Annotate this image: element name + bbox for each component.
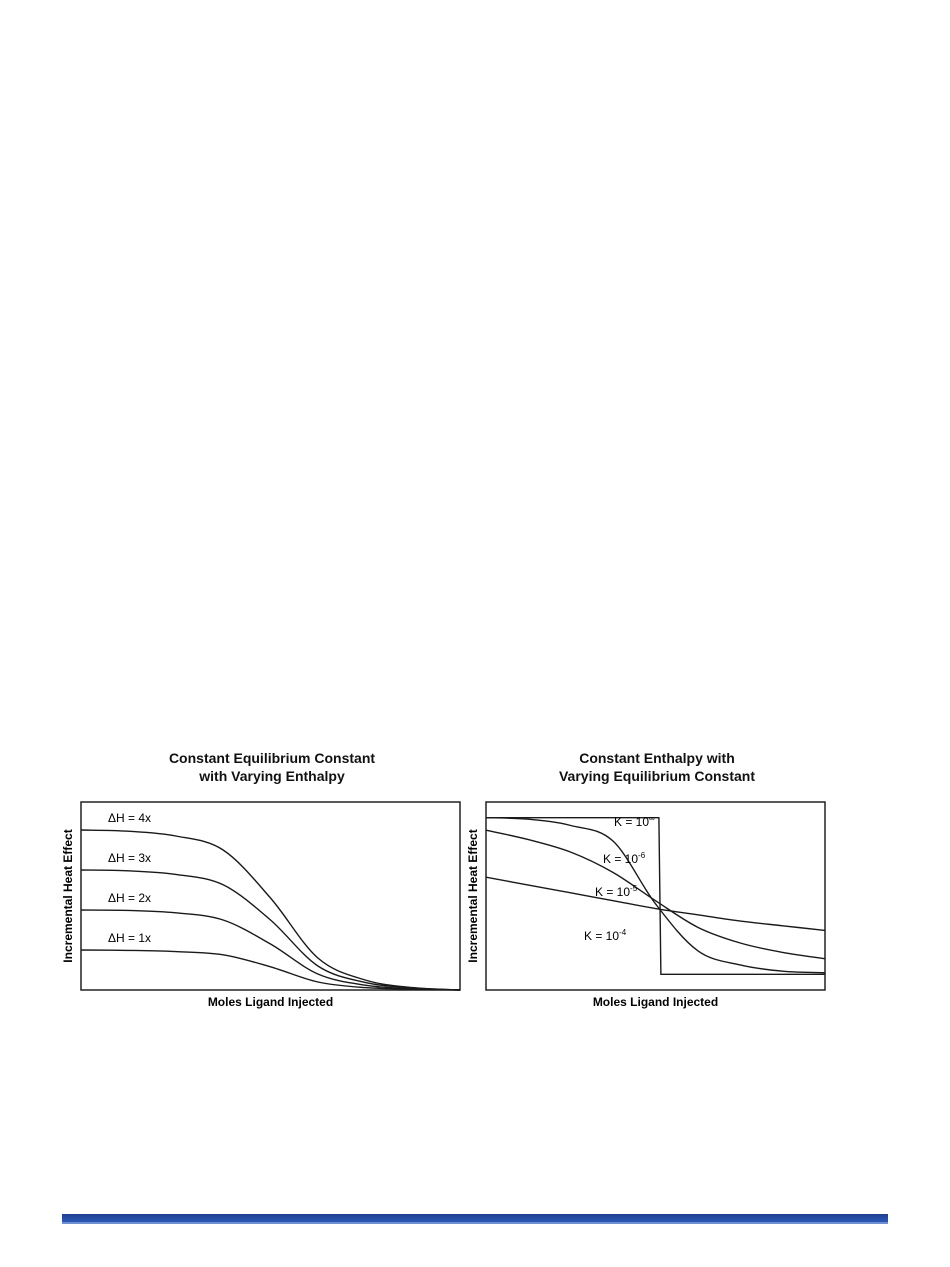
series-line-0-3 [81,950,460,990]
x-axis-label-1: Moles Ligand Injected [592,995,719,1009]
series-label-1-1: $K = 10^{-6}$ [603,851,646,866]
chart-title-right-line1: Constant Enthalpy with [579,750,735,766]
series-label-0-2: ΔH = 2x [108,891,152,905]
series-line-1-2 [486,830,825,958]
y-axis-label-1: Incremental Heat Effect [466,829,480,963]
series-line-0-1 [81,870,460,990]
series-label-0-1: ΔH = 3x [108,851,152,865]
x-axis-label-0: Moles Ligand Injected [207,995,334,1009]
chart-title-left-line2: with Varying Enthalpy [199,768,345,784]
footer-bar [62,1214,888,1222]
series-label-0-0: ΔH = 4x [108,811,152,825]
series-label-1-0: K = 10∞ [614,814,655,829]
series-label-1-3: $K = 10^{-4}$ [584,928,627,943]
footer-line [62,1222,888,1224]
chart-title-right-line2: Varying Equilibrium Constant [558,768,756,784]
series-line-1-1 [486,818,825,973]
series-label-1-2: $K = 10^{-5}$ [595,884,638,899]
y-axis-label-0: Incremental Heat Effect [61,829,75,963]
plot-frame-1 [486,802,825,990]
series-label-0-3: ΔH = 1x [108,931,152,945]
chart-title-left-line1: Constant Equilibrium Constant [168,750,376,766]
